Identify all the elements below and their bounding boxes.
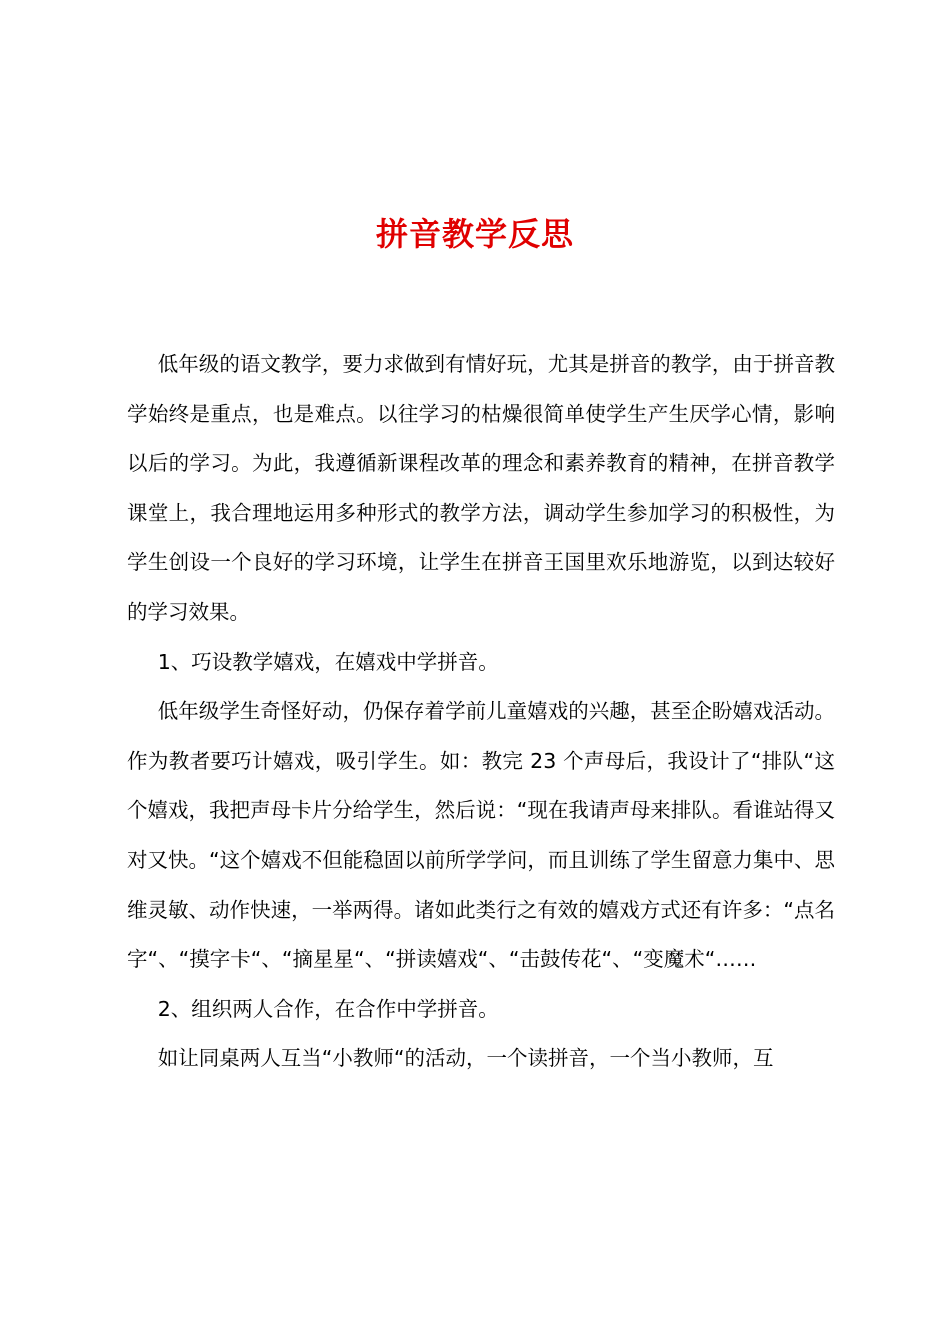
section-heading-1: 1、巧设教学嬉戏，在嬉戏中学拼音。 xyxy=(157,649,499,674)
section-heading-2: 2、组织两人合作，在合作中学拼音。 xyxy=(157,996,499,1021)
document-body xyxy=(127,340,835,1084)
paragraph-games: 低年级学生奇怪好动，仍保存着学前儿童嬉戏的兴趣，甚至企盼嬉戏活动。作为教者要巧计嬉戏，吸引学生。如：教完 23 个声母后，我设计了“排队“这个嬉戏，我把声母卡片分给学生，然后说：“现在我请声母来排队。看谁站得又对又快。“这个嬉戏不但能稳固以前所学学问，而且训练了学生留意力集中、思维灵敏、动作快速，一举两得。诸如此类行之有效的嬉戏方式还有许多：“点名字“、“摸字卡“、“摘星星“、“拼读嬉戏“、“击鼓传花“、“变魔术“…… xyxy=(127,699,835,972)
paragraph-cooperation: 如让同桌两人互当“小教师“的活动，一个读拼音，一个当小教师，互 xyxy=(157,1046,774,1071)
document-title: 拼音教学反思 xyxy=(375,215,574,253)
paragraph-intro: 低年级的语文教学，要力求做到有情好玩，尤其是拼音的教学，由于拼音教学始终是重点，也是难点。以往学习的枯燥很简单使学生产生厌学心情，影响以后的学习。为此，我遵循新课程改革的理念和素养教育的精神，在拼音教学课堂上，我合理地运用多种形式的教学方法，调动学生参加学习的积极性，为学生创设一个良好的学习环境，让学生在拼音王国里欢乐地游览，以到达较好的学习效果。 xyxy=(127,352,835,624)
